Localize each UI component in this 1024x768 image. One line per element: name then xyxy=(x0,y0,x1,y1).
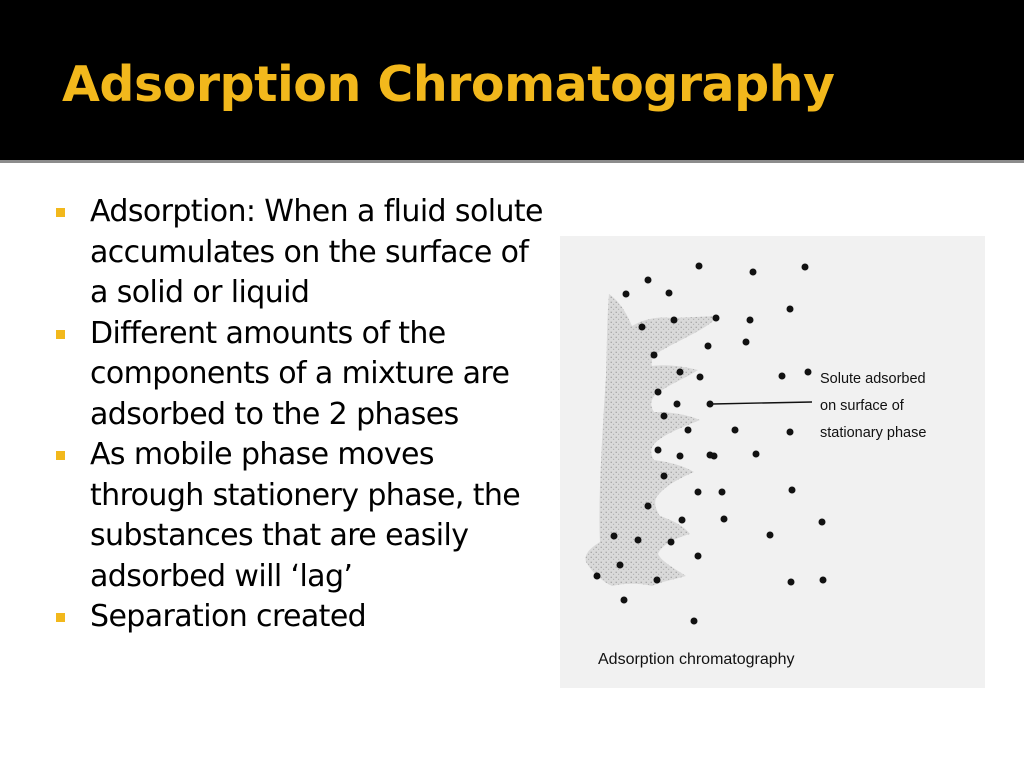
bullet-list xyxy=(56,192,546,638)
bullet-item xyxy=(56,597,546,638)
bullet-item xyxy=(56,314,546,436)
bullet-item xyxy=(56,435,546,597)
bullet-square-icon xyxy=(56,613,65,622)
bullet-text: As mobile phase moves through stationery phase, the substances that are easily adsorbed will ‘lag’ xyxy=(90,437,521,594)
adsorption-diagram xyxy=(560,236,985,688)
bullet-square-icon xyxy=(56,451,65,460)
bullet-item xyxy=(56,192,546,314)
bullet-square-icon xyxy=(56,330,65,339)
title-bar xyxy=(0,0,1024,160)
callout-line-1: Solute adsorbed xyxy=(820,371,926,387)
bullet-text: Different amounts of the components of a mixture are adsorbed to the 2 phases xyxy=(90,315,510,432)
stationary-phase-shape xyxy=(586,294,718,586)
callout-pointer-line xyxy=(712,402,812,404)
callout-line-3: stationary phase xyxy=(820,425,927,441)
bullet-text: Adsorption: When a fluid solute accumulates on the surface of a solid or liquid xyxy=(90,194,543,310)
title-divider xyxy=(0,160,1024,163)
bullet-text: Separation created xyxy=(90,599,367,634)
callout-line-2: on surface of xyxy=(820,398,904,414)
slide-title: Adsorption Chromatography xyxy=(62,56,835,113)
figure-caption: Adsorption chromatography xyxy=(598,651,795,668)
bullet-square-icon xyxy=(56,208,65,217)
